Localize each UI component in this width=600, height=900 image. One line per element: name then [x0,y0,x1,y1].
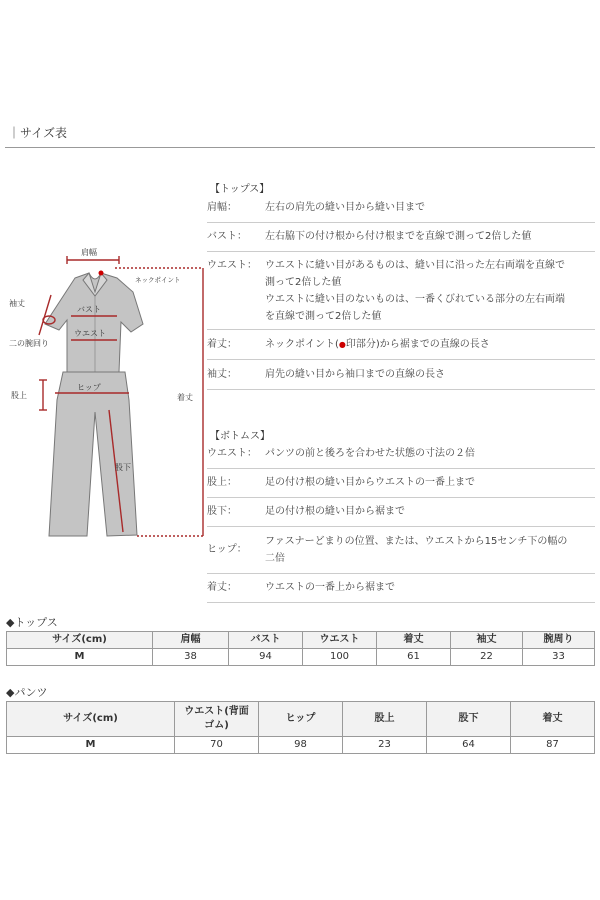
table-cell: M [7,737,175,754]
def-term: ヒップ： [207,544,247,555]
label-bust: バスト [77,305,101,314]
header-cell: バスト [229,632,303,649]
header-cell: 袖丈 [451,632,523,649]
header-cell: サイズ(cm) [7,702,175,737]
def-desc: 左右の肩先の縫い目から縫い目まで [265,202,425,213]
header-cell: 着丈 [511,702,595,737]
def-desc-line: ウエストに縫い目があるものは、縫い目に沿った左右両端を直線で [265,260,565,271]
header-cell-line: ウエスト(背面 [184,706,249,717]
table-row [7,737,595,754]
def-term: 着丈： [207,339,237,350]
pants-size-table [6,701,595,754]
def-desc: 左右脇下の付け根から付け根までを直線で測って2倍した値 [265,231,532,242]
header-cell: 肩幅 [153,632,229,649]
table-header-row [7,632,595,649]
measurement-figure [5,240,210,540]
def-desc-a: ネックポイント( [265,339,339,350]
table-cell: 23 [343,737,427,754]
measurement-diagram [5,240,210,540]
header-cell [175,702,259,737]
def-term: ウエスト： [207,448,257,459]
def-row-waist [207,257,595,330]
def-row-pants-length [207,579,595,603]
def-term: 肩幅： [207,202,237,213]
def-term: ウエスト： [207,260,257,271]
header-divider [5,147,595,148]
def-desc: ウエストの一番上から裾まで [265,582,395,593]
table-cell: M [7,649,153,666]
def-row-pants-waist [207,445,595,469]
table-cell: 22 [451,649,523,666]
pants-silhouette [49,372,137,536]
def-row-length [207,336,595,360]
label-inseam: 股下 [115,463,131,472]
label-sleeve: 袖丈 [9,299,25,308]
def-row-rise [207,474,595,498]
table-cell: 94 [229,649,303,666]
header-cell-line: ゴム) [204,720,229,731]
def-row-inseam [207,503,595,527]
table-cell: 98 [259,737,343,754]
page-title: ｜サイズ表 [8,126,68,140]
def-term: 袖丈： [207,369,237,380]
def-row-hip [207,533,595,574]
tops-size-table [6,631,595,666]
table-cell: 38 [153,649,229,666]
header-cell: ウエスト [303,632,377,649]
def-row-shoulder [207,199,595,223]
header-cell: 着丈 [377,632,451,649]
bottoms-def-title: 【ボトムス】 [210,431,270,442]
table-cell: 100 [303,649,377,666]
label-length: 着丈 [177,393,193,402]
sleeve-arrow [39,295,51,335]
red-dot-icon: ● [338,340,346,349]
def-desc: 足の付け根の縫い目から裾まで [265,506,405,517]
header-cell: サイズ(cm) [7,632,153,649]
table-cell: 87 [511,737,595,754]
header-cell: 腕周り [523,632,595,649]
table-cell: 61 [377,649,451,666]
header-cell: 股下 [427,702,511,737]
table-cell: 64 [427,737,511,754]
def-desc-line: 測って2倍した値 [265,277,342,288]
def-desc: 肩先の縫い目から袖口までの直線の長さ [265,369,445,380]
def-term: 股下： [207,506,237,517]
header-cell: ヒップ [259,702,343,737]
tops-table-title: ◆トップス [6,616,58,629]
label-neck-point: ネックポイント [135,276,181,284]
label-shoulder: 肩幅 [81,248,97,257]
def-desc-line: 二倍 [265,553,285,564]
label-waist: ウエスト [74,329,106,338]
label-arm-circ: 二の腕回り [9,339,49,348]
def-row-bust [207,228,595,252]
table-row [7,649,595,666]
def-desc-line: ウエストに縫い目のないものは、一番くびれている部分の左右両端 [265,294,565,305]
tops-def-title: 【トップス】 [210,184,270,195]
def-desc: 足の付け根の縫い目からウエストの一番上まで [265,477,475,488]
def-term: バスト： [207,231,247,242]
header-cell: 股上 [343,702,427,737]
def-desc-line: を直線で測って2倍した値 [265,311,382,322]
label-hip: ヒップ [77,383,101,392]
def-desc-b: 印部分)から裾までの直線の長さ [345,339,490,350]
def-term: 股上： [207,477,237,488]
table-cell: 70 [175,737,259,754]
def-row-sleeve [207,366,595,390]
pants-table-title: ◆パンツ [6,686,48,699]
def-desc-line: ファスナーどまりの位置、または、ウエストから15センチ下の幅の [265,536,568,547]
label-rise: 股上 [11,391,27,400]
neck-point-dot [99,271,104,276]
def-desc [265,336,595,354]
table-header-row [7,702,595,737]
def-term: 着丈： [207,582,237,593]
table-cell: 33 [523,649,595,666]
def-desc: パンツの前と後ろを合わせた状態の寸法の２倍 [265,448,475,459]
